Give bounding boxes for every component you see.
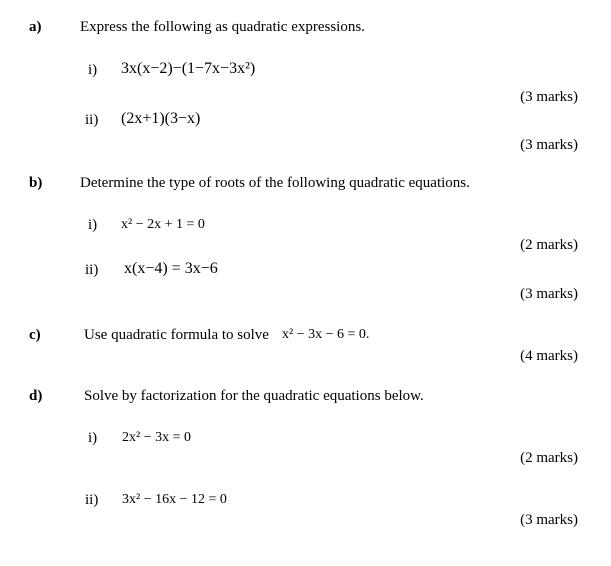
question-c-letter: c) — [29, 327, 41, 343]
question-a-letter: a) — [29, 19, 42, 35]
question-b-ii-marks: (3 marks) — [520, 286, 578, 302]
question-b-instruction: Determine the type of roots of the following quadratic equations. — [80, 175, 470, 191]
question-d-i-label: i) — [88, 430, 98, 446]
question-b-ii-label: ii) — [85, 262, 99, 278]
question-d-i-marks: (2 marks) — [520, 450, 578, 466]
question-b-i-expression: x² − 2x + 1 = 0 — [121, 217, 205, 232]
question-c-expression: x² − 3x − 6 = 0. — [282, 327, 370, 342]
question-b-i-marks: (2 marks) — [520, 237, 578, 253]
question-d-i-expression: 2x² − 3x = 0 — [122, 430, 191, 445]
question-a-i-label: i) — [88, 62, 98, 78]
question-b-ii-expression: x(x−4) = 3x−6 — [124, 260, 218, 277]
question-a-ii-expression: (2x+1)(3−x) — [121, 110, 201, 127]
question-c-marks: (4 marks) — [520, 348, 578, 364]
question-a-ii-label: ii) — [85, 112, 99, 128]
question-a-i-expression: 3x(x−2)−(1−7x−3x²) — [121, 60, 256, 77]
question-b-letter: b) — [29, 175, 43, 191]
question-b-i-label: i) — [88, 217, 98, 233]
question-d-instruction: Solve by factorization for the quadratic equations below. — [84, 388, 424, 404]
question-d-ii-expression: 3x² − 16x − 12 = 0 — [122, 492, 227, 507]
question-d-letter: d) — [29, 388, 43, 404]
question-a-ii-marks: (3 marks) — [520, 137, 578, 153]
question-d-ii-label: ii) — [85, 492, 99, 508]
question-a-i-marks: (3 marks) — [520, 89, 578, 105]
question-d-ii-marks: (3 marks) — [520, 512, 578, 528]
question-a-instruction: Express the following as quadratic expressions. — [80, 19, 365, 35]
question-c-instruction: Use quadratic formula to solve — [84, 327, 269, 343]
